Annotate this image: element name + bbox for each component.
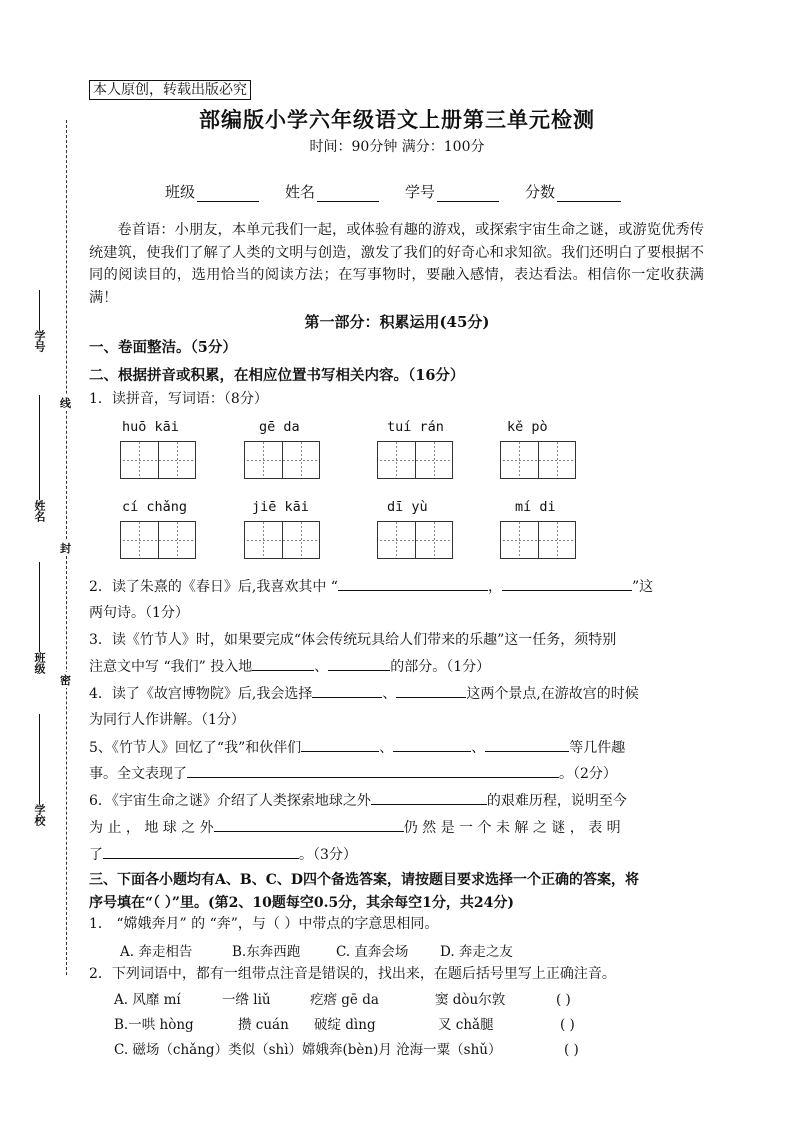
mc-question-2-row-a: A. 风靡 mí 一绺 liǔ 疙瘩 gē da 窦 dòu尔敦 ( ): [114, 992, 571, 1008]
seal-char-feng: 封: [60, 542, 71, 555]
question-3-line1: 3．读《竹节人》时，如果要完成“体会传统玩具给人们带来的乐趣”这一任务，须特别: [89, 632, 617, 648]
answer-blank[interactable]: [301, 737, 379, 752]
writing-grid-5[interactable]: [120, 521, 196, 559]
seal-char-xian: 线: [60, 397, 71, 410]
answer-blank[interactable]: [103, 844, 299, 859]
pinyin-8: mí di: [515, 499, 556, 515]
section-three-heading-line1: 三、下面各小题均有A、B、C、D四个备选答案，请按题目要求选择一个正确的答案，将: [89, 872, 639, 888]
side-name-field[interactable]: [31, 395, 47, 522]
mc-question-1-stem: 1． “嫦娥奔月” 的 “奔”，与（ ）中带点的字意思相同。: [89, 916, 439, 932]
mc-question-2-row-c: C. 磁场（chǎng）类似（shì）嫦娥奔(bèn)月 沧海一粟（shǔ） ( ): [114, 1042, 579, 1058]
writing-grid-7[interactable]: [377, 521, 453, 559]
writing-grid-2[interactable]: [244, 441, 320, 479]
answer-blank[interactable]: [338, 576, 488, 591]
answer-blank[interactable]: [328, 656, 390, 671]
copyright-notice: 本人原创，转载出版必究: [89, 80, 251, 100]
mc-question-2-row-b: B.一哄 hòng 攒 cuán 破绽 dìng 叉 chǎ腿 ( ): [114, 1017, 575, 1033]
pinyin-1: huō kāi: [122, 419, 179, 435]
side-number-label: 学号: [33, 330, 46, 352]
question-4-line1: 4．读了《故宫博物院》后,我会选择 、 这两个景点,在游故宫的时候: [89, 683, 639, 704]
answer-blank[interactable]: [502, 576, 632, 591]
pinyin-3: tuí rán: [387, 419, 444, 435]
question-6-line2: 为 止 ， 地 球 之 外 仍 然 是 一 个 未 解 之 谜 ， 表 明: [89, 817, 621, 838]
question-6-line1: 6．《宇宙生命之谜》介绍了人类探索地球之外 的艰难历程，说明至今: [89, 790, 627, 811]
writing-grid-6[interactable]: [244, 521, 320, 559]
side-class-field[interactable]: [31, 562, 47, 674]
side-class-label: 班级: [33, 652, 46, 674]
part-one-heading: 第一部分：积累运用(45分): [304, 313, 490, 331]
answer-blank[interactable]: [393, 737, 471, 752]
question-1-prompt: 1．读拼音，写词语：（8分）: [89, 391, 268, 407]
answer-blank[interactable]: [214, 817, 404, 832]
pinyin-6: jiē kāi: [252, 499, 309, 515]
number-field[interactable]: 学号: [405, 181, 499, 202]
writing-grid-3[interactable]: [377, 441, 453, 479]
name-field[interactable]: 姓名: [285, 181, 379, 202]
section-two-heading: 二、根据拼音或积累，在相应位置书写相关内容。（16分）: [89, 367, 465, 384]
answer-blank[interactable]: [312, 683, 382, 698]
question-5-line1: 5、《竹节人》回忆了“我”和伙伴们 、 、 等几件趣: [89, 737, 625, 758]
option-d[interactable]: D. 奔走之友: [440, 944, 513, 960]
answer-blank[interactable]: [371, 790, 487, 805]
class-field[interactable]: 班级: [165, 181, 259, 202]
mc-question-2-stem: 2．下列词语中，都有一组带点注音是错误的，找出来，在题后括号里写上正确注音。: [89, 966, 616, 982]
side-school-field[interactable]: [31, 714, 47, 826]
writing-grid-1[interactable]: [120, 441, 196, 479]
answer-blank[interactable]: [396, 683, 466, 698]
intro-paragraph: 卷首语：小朋友，本单元我们一起，或体验有趣的游戏，或探索宇宙生命之谜，或游览优秀传统建筑，使我们了解了人类的文明与创造，激发了我们的好奇心和求知欲。我们还明白了要根据不同的阅读目的，选用恰当的阅读方法；在写事物时，要融入感情，表达看法。相信你一定收获满满！: [89, 222, 704, 306]
answer-blank[interactable]: [187, 763, 559, 778]
section-three-heading-line2: 序号填在“（ ）”里。(第2、10题每空0.5分，其余每空1分，共24分): [89, 895, 515, 911]
question-6-line3: 了 。（3分）: [89, 844, 357, 865]
answer-blank[interactable]: [485, 737, 569, 752]
option-c[interactable]: C. 直奔会场: [336, 944, 409, 960]
pinyin-7: dī yù: [387, 499, 428, 515]
answer-parens[interactable]: ( ): [560, 1017, 575, 1033]
answer-blank[interactable]: [252, 656, 314, 671]
question-3-line2: 注意文中写 “我们” 投入地 、 的部分。（1分）: [89, 656, 490, 677]
section-one-heading: 一、卷面整洁。（5分）: [89, 339, 237, 356]
option-b[interactable]: B.东奔西跑: [232, 944, 301, 960]
page-title: 部编版小学六年级语文上册第三单元检测: [199, 107, 595, 132]
pinyin-4: kě pò: [507, 419, 548, 435]
question-2-line1: 2．读了朱熹的《春日》后,我喜欢其中 “ ， ”这: [89, 576, 653, 597]
option-a[interactable]: A. 奔走相告: [120, 944, 193, 960]
pinyin-2: gē da: [259, 419, 300, 435]
seal-char-mi: 密: [60, 674, 71, 687]
writing-grid-8[interactable]: [500, 521, 576, 559]
student-info-row: [165, 181, 647, 202]
side-school-label: 学校: [33, 804, 46, 826]
answer-parens[interactable]: ( ): [564, 1042, 579, 1058]
pinyin-5: cí chǎng: [122, 499, 188, 515]
question-5-line2: 事。全文表现了 。（2分）: [89, 763, 617, 784]
question-4-line2: 为同行人作讲解。（1分）: [89, 712, 245, 728]
answer-parens[interactable]: ( ): [556, 992, 571, 1008]
score-field[interactable]: 分数: [525, 181, 621, 202]
exam-duration-score: 时间：90分钟 满分：100分: [309, 139, 485, 155]
writing-grid-4[interactable]: [500, 441, 576, 479]
question-2-line2: 两句诗。（1分）: [89, 605, 189, 621]
side-name-label: 姓名: [33, 500, 46, 522]
mc-question-1-options: [120, 940, 513, 960]
